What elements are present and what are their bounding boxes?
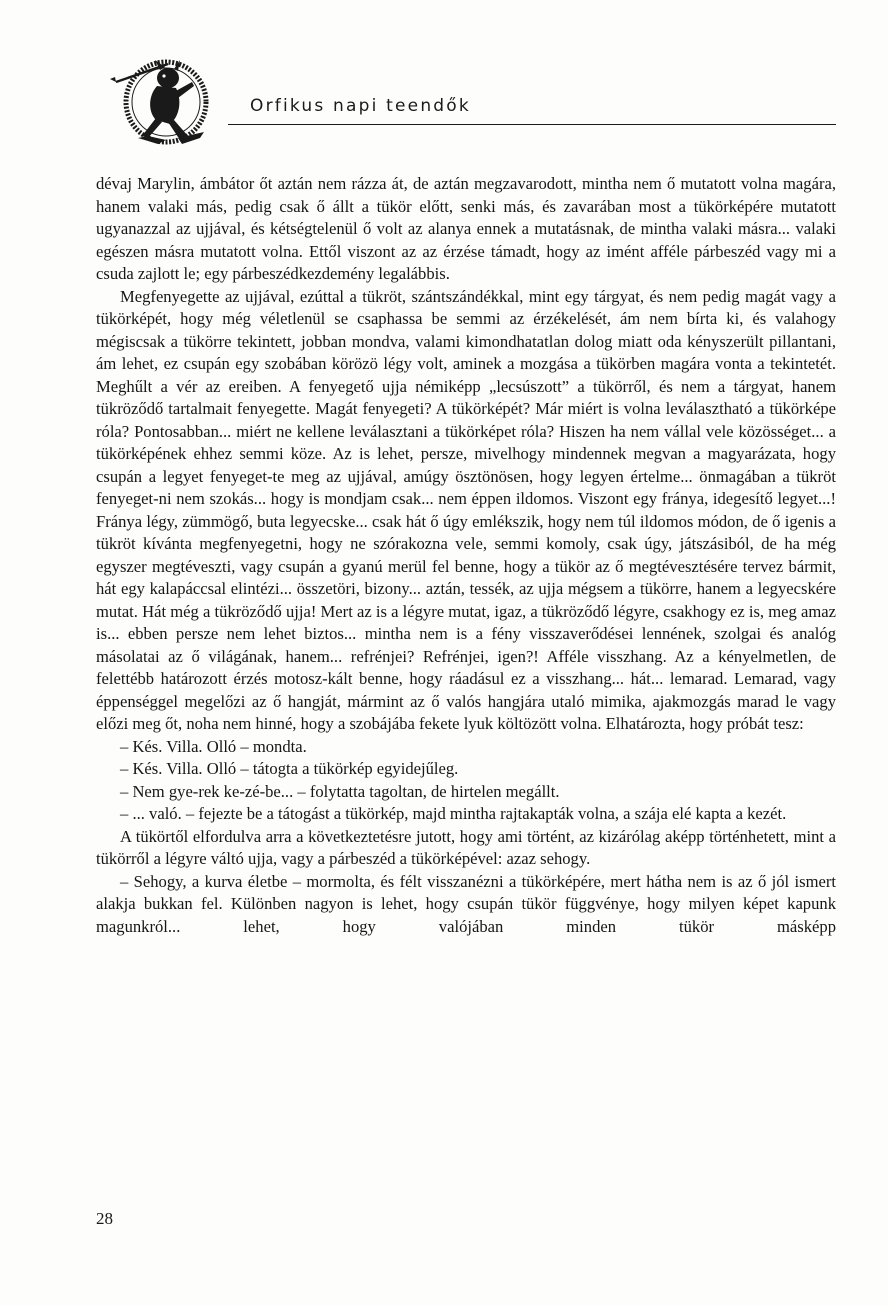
dialogue-line: – Kés. Villa. Olló – tátogta a tükörkép egyidejűleg. xyxy=(120,759,459,778)
page-number: 28 xyxy=(96,1209,113,1228)
dialogue-line: – Nem gye-rek ke-zé-be... – folytatta tagoltan, de hirtelen megállt. xyxy=(120,781,560,801)
dialogue-line: – Kés. Villa. Olló – mondta. xyxy=(120,736,307,756)
header-rule xyxy=(228,124,836,125)
dialogue-line: – ... való. – fejezte be a tátogást a tükörkép, majd mintha rajtakapták volna, a szája elé kapta a kezét. xyxy=(120,804,787,823)
body-text xyxy=(96,173,836,938)
paragraph: – Sehogy, a kurva életbe – mormolta, és félt visszanézni a tükörképére, mert hátha nem is az ő jól ismert alakja bukkan fel. Különben nagyon is lehet, hogy csupán tükör függvénye, hogy milyen képet kapunk magunkról... lehet, hogy valójában minden tükör másképp xyxy=(96,871,836,936)
running-head: Orfikus napi teendők xyxy=(250,96,471,116)
paragraph: dévaj Marylin, ámbátor őt aztán nem rázza át, de aztán megzavarodott, mintha nem ő mutatott volna magára, hanem valaki más, pedig csak ő állt a tükör előtt, senki más, és zavarában most a tükörképére mutatott ugyanazzal az ujjával, és kétségtelenül ő volt az alanya ennek a mutatásnak, de mintha valaki másra... valaki egészen másra mutatott volna. Ettől viszont az az érzése támadt, hogy az imént afféle párbeszéd vagy mi a csuda zajlott le; egy párbeszédkezdemény legalábbis. xyxy=(96,174,836,283)
satyr-emblem-icon xyxy=(108,52,212,148)
paragraph: Megfenyegette az ujjával, ezúttal a tükröt, szántszándékkal, mint egy tárgyat, és nem pedig magát vagy a tükörképét, hogy még véletlenül se csaphassa be semmi az érzékelését, ám nem bírta ki, és valahogy mégiscsak a tükörre tekintett, jobban mondva, valami kimondhatatlan dolog miatt oda kényszerült pillantani, ám lehet, ez csupán egy szobában körözö légy volt, aminek a mozgása a tükörben magára vonta a tekintetét. Meghűlt a vér az ereiben. A fenyegető ujja némiképp „lecsúszott” a tükörről, és nem a tárgyat, hanem tükröződő tartalmait fenyegette. Magát fenyegeti? A tükörképét? Már miért is volna leválasztható a tükörképe róla? Pontosabban... miért ne kellene leválasztani a tükörképet róla? Hiszen ha nem vállal vele közösséget... a tükörképének ehhez semmi köze. Az is lehet, persze, mivelhogy mindennek megvan a magyarázata, hogy csupán a legyet fenyeget-te meg az ujjával, amúgy ösztönösen, hogy legyen értelme... önmagában a tükröt fenyeget-ni nem szokás... hogy is mondjam csak... nem éppen ildomos. Viszont egy fránya, idegesítő legyet...! Fránya légy, zümmögő, buta legyecske... csak hát ő úgy emlékszik, hogy nem túl ildomos módon, de ő igenis a tükröt kívánta megfenyegetni, hogy ne szórakozna vele, semmi komoly, csak úgy, játszásiból, de ha még egyszer megtéveszti, vagy csupán a gyanú merül fel benne, hogy a tükör az ő megtévesztésére tervez bármit, hát egy kalapáccsal elintézi... összetöri, bizony... aztán, tessék, az ujja mégsem a tükörre, hanem a legyecskére mutat. Hát még a tükröződő ujja! Mert az is a légyre mutat, igaz, a tükröződő légyre, csakhogy ez is, meg amaz is... ebben persze nem lehet biztos... mintha nem is a fény visszaverődései lennének, szolgai és analóg másolatai az ő világának, hanem... refrénjei? Refrénjei, igen?! Afféle visszhang. Az a kényelmetlen, de felettébb határozott érzés motosz-kált benne, hogy ráadásul ez a visszhang... hát... lemarad. Lemarad, vagy éppenséggel megelőzi az ő hangját, mármint az ő valós hangjára utaló mimika, ajakmozgás marad le vagy előzi meg őt, noha nem hinné, hogy a szobájába fekete lyuk költözött volna. Elhatározta, hogy próbát tesz: xyxy=(96,286,836,733)
page-header xyxy=(108,52,836,152)
paragraph: A tükörtől elfordulva arra a következtetésre jutott, hogy ami történt, az kizárólag aképp történhetett, mint a tükörről a légyre váltó ujja, vagy a párbeszéd a tükörképével: azaz sehogy. xyxy=(96,826,836,868)
